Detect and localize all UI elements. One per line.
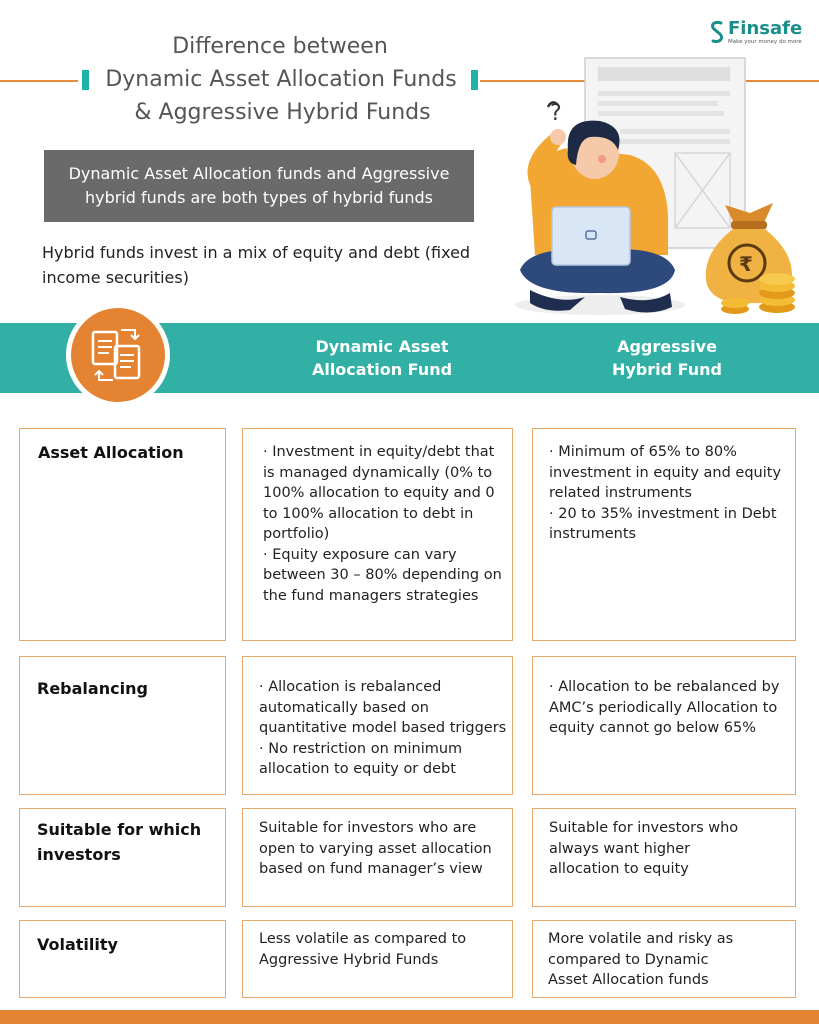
column-header-dynamic: Dynamic Asset Allocation Fund [311,337,453,379]
finsafe-logo-icon [708,20,726,44]
row-label-cell [19,808,226,907]
aggressive-cell [532,428,796,641]
aggressive-cell [532,920,796,998]
row-label-volatility: Volatility [37,935,118,954]
footer-bar [0,1010,819,1024]
document-exchange-icon [71,308,165,402]
intro-text: Hybrid funds invest in a mix of equity and debt (fixed income securities) [42,243,471,287]
row-label-cell [19,428,226,641]
row-label-rebalancing: Rebalancing [37,679,148,698]
dynamic-point: · Investment in equity/debt that is managed dynamically (0% to 100% allocation to equity and 0 to 100% allocation to debt in portfolio) [263,444,495,542]
header-icon-circle [66,303,170,407]
rupee-money-bag-icon [695,185,805,315]
row-label-asset-allocation: Asset Allocation [38,443,184,462]
brand-tagline: Make your money do more [728,39,802,45]
aggressive-cell [532,808,796,907]
title-rule-left [0,80,78,82]
dynamic-point: · No restriction on minimum allocation to equity or debt [259,740,463,777]
dynamic-cell [242,428,513,641]
dynamic-cell [242,920,513,998]
dynamic-point: Less volatile as compared to Aggressive Hybrid Funds [259,931,467,968]
title-accent-left [82,70,89,90]
svg-text:?: ? [550,101,562,126]
aggressive-point: · Minimum of 65% to 80% investment in equity and equity related instruments [549,444,782,501]
row-label-cell [19,920,226,998]
row-label-suitable-investors: Suitable for which investors [37,820,202,864]
dynamic-cell [242,656,513,795]
aggressive-point: More volatile and risky as compared to Dynamic Asset Allocation funds [548,931,734,988]
aggressive-point: · 20 to 35% investment in Debt instruments [549,505,777,542]
page-title-line-1: Difference between [172,34,388,59]
dynamic-cell [242,808,513,907]
column-header-aggressive: Aggressive Hybrid Fund [611,337,723,379]
dynamic-point: · Allocation is rebalanced automatically based on quantitative model based triggers [259,679,507,736]
brand-name: Finsafe [728,18,803,39]
aggressive-point: · Allocation to be rebalanced by AMC’s periodically Allocation to equity cannot go below 65% [549,679,780,736]
dynamic-point: · Equity exposure can vary between 30 – 80% depending on the fund managers strategies [263,546,502,604]
row-label-cell [19,656,226,795]
summary-box: Dynamic Asset Allocation funds and Aggressive hybrid funds are both types of hybrid funds [44,150,474,222]
svg-text:₹: ₹ [739,252,753,276]
brand-logo [708,18,808,48]
page-title-line-2: Dynamic Asset Allocation Funds [105,67,457,92]
aggressive-cell [532,656,796,795]
aggressive-point: Suitable for investors who always want higher allocation to equity [549,820,739,877]
page-title-line-3: & Aggressive Hybrid Funds [134,100,431,125]
dynamic-point: Suitable for investors who are open to varying asset allocation based on fund manager’s view [259,820,492,877]
title-accent-right [471,70,478,90]
